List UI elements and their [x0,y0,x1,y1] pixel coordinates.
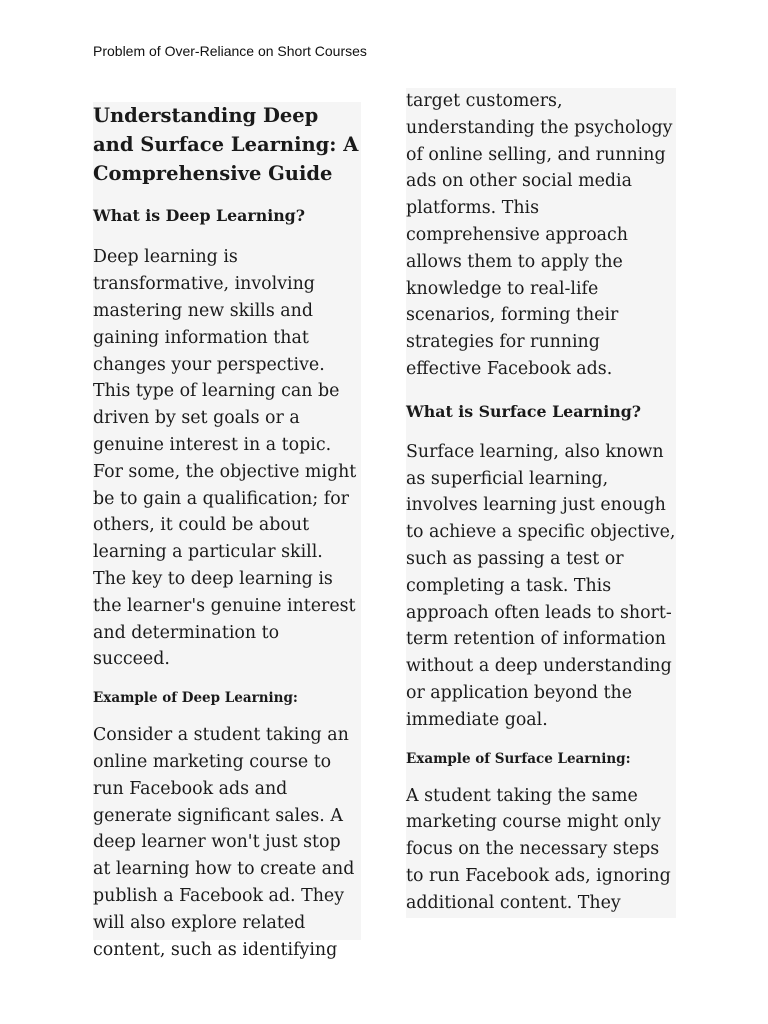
running-header: Problem of Over-Reliance on Short Courses [93,43,367,59]
left-column [93,102,361,960]
surface-example-heading: Example of Surface Learning: [406,750,631,767]
surface-example-paragraph: A student taking the same marketing course might only focus on the necessary steps to run Facebook ads, ignoring additional content. They [406,785,671,913]
deep-example-heading: Example of Deep Learning: [93,690,298,707]
continued-paragraph: target customers, understanding the psychology of online selling, and running ads on other social media platforms. This comprehensive approach allows them to apply the knowledge to real-life scenarios, forming their strategies for running effective Facebook ads. [406,91,673,379]
surface-learning-heading: What is Surface Learning? [406,401,642,421]
right-column [406,88,676,918]
deep-learning-heading: What is Deep Learning? [93,206,305,226]
surface-learning-paragraph: Surface learning, also known as superficial learning, involves learning just enough to achieve a specific objective, such as passing a test or completing a task. This approach often leads to short-term retention of information without a deep understanding or application beyond the immediate goal. [406,441,676,730]
deep-example-paragraph: Consider a student taking an online marketing course to run Facebook ads and generate significant sales. A deep learner won't just stop at learning how to create and publish a Facebook ad. They will also explore related content, such as identifying [93,725,355,960]
document-title: Understanding Deep and Surface Learning: A Comprehensive Guide [93,104,359,185]
deep-learning-paragraph: Deep learning is transformative, involving mastering new skills and gaining information that changes your perspective. This type of learning can be driven by set goals or a genuine interest in a topic. For some, the objective might be to gain a qualification; for others, it could be about learning a particular skill. The key to deep learning is the learner's genuine interest and determination to succeed. [93,247,357,670]
